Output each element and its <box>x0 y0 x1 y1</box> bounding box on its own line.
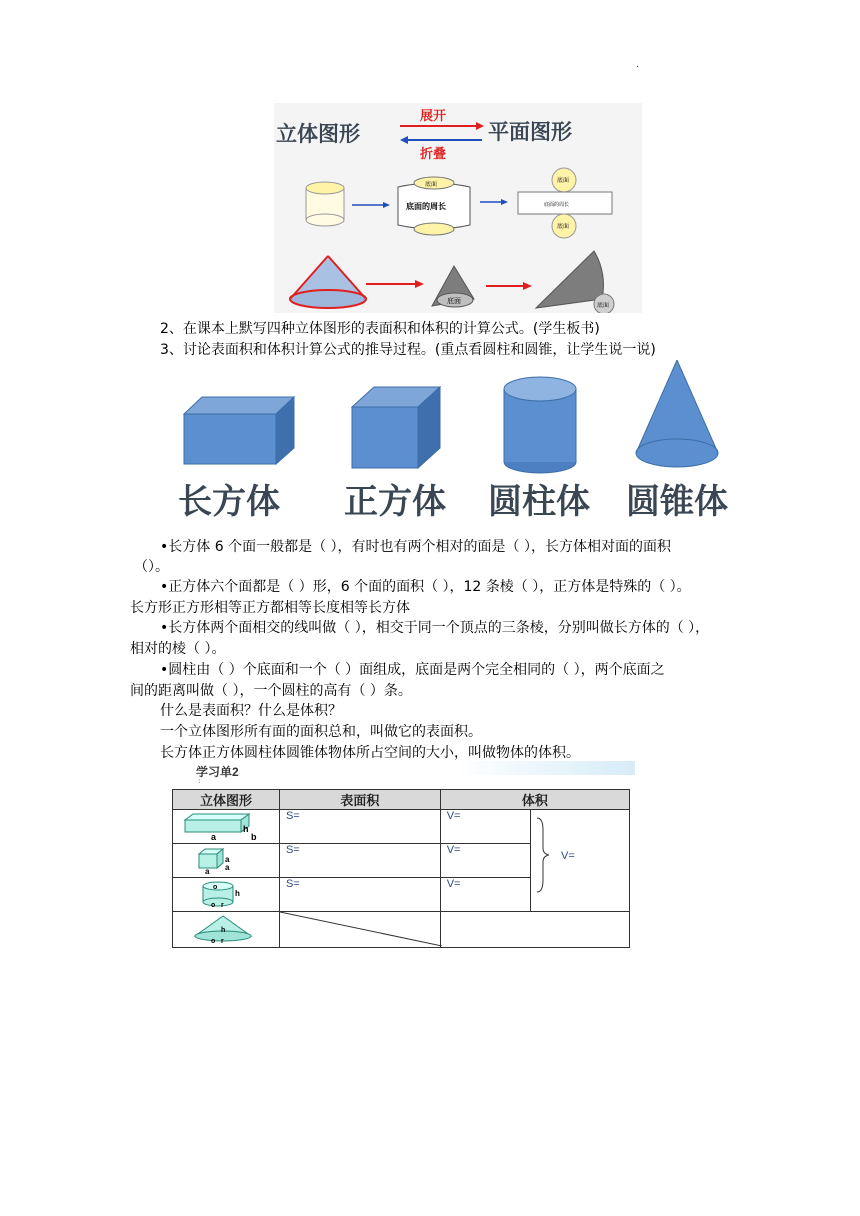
text-line-3: •正方体六个面都是（ ）形，6 个面的面积（ ），12 条棱（ ），正方体是特殊的（ ）。 <box>160 579 691 595</box>
svg-text:a: a <box>225 863 230 872</box>
cyl-side-label: 底面的周长 <box>406 202 446 211</box>
cube-area-cell: S= <box>279 844 440 878</box>
cuboid-label: 长方体 <box>178 482 280 522</box>
net-mid-label: 底面的周长 <box>544 202 570 208</box>
text-line-8: 间的距离叫做（ ），一个圆柱的高有（ ）条。 <box>130 683 412 699</box>
svg-text:o: o <box>211 938 216 944</box>
svg-text:r: r <box>221 902 224 908</box>
cylinder-label: 圆柱体 <box>488 482 590 522</box>
paragraph-2: 2、在课本上默写四种立体图形的表面积和体积的计算公式。(学生板书) <box>160 321 600 337</box>
cylinder-icon <box>306 182 344 226</box>
svg-text:a: a <box>225 855 230 864</box>
net-top-label: 底面 <box>557 177 570 184</box>
text-line-2: （）。 <box>134 559 169 575</box>
svg-text:r: r <box>221 938 224 944</box>
unfold-diagram <box>274 103 642 313</box>
cube-label: 正方体 <box>344 482 446 522</box>
fold-label: 折叠 <box>420 147 447 162</box>
svg-text:a: a <box>211 832 217 840</box>
cone-net-base-label: 底面 <box>597 302 610 309</box>
shapes-figure <box>160 360 745 528</box>
cone-cell <box>173 912 280 948</box>
cylinder-area-cell: S= <box>279 878 440 912</box>
worksheet-table <box>172 789 630 948</box>
solid-figure-label: 立体图形 <box>276 122 360 146</box>
text-line-7: •圆柱由（ ）个底面和一个（ ）面组成，底面是两个完全相同的（ ），两个底面之 <box>160 662 665 678</box>
net-bottom-label: 底面 <box>557 223 570 230</box>
svg-text:h: h <box>235 889 240 898</box>
cone-net-icon <box>536 251 614 313</box>
unfold-arrowhead <box>476 122 484 130</box>
cyl-top-label: 底面 <box>425 181 438 188</box>
cone-volume-cell <box>440 912 629 948</box>
text-line-9: 什么是表面积？什么是体积？ <box>160 703 342 719</box>
text-line-6: 相对的棱（ ）。 <box>130 641 226 657</box>
svg-text:b: b <box>251 832 257 840</box>
cube-shape <box>352 387 440 468</box>
brace-v-label: V= <box>560 850 575 862</box>
worksheet-header-strip <box>190 761 635 775</box>
cone-unrolling-icon <box>432 266 474 307</box>
cuboid-volume-cell: V= <box>440 810 530 844</box>
plane-figure-label: 平面图形 <box>488 120 572 144</box>
text-line-11: 长方体正方体圆柱体圆锥体物体所占空间的大小，叫做物体的体积。 <box>160 745 580 761</box>
unfold-label: 展开 <box>420 109 447 124</box>
cube-cell <box>173 844 280 878</box>
cube-volume-cell: V= <box>440 844 530 878</box>
cuboid-area-cell: S= <box>279 810 440 844</box>
text-line-1: •长方体 6 个面一般都是（ ），有时也有两个相对的面是（ ），长方体相对面的面积 <box>160 539 671 555</box>
col-volume-header: 体积 <box>440 790 629 810</box>
svg-text:o: o <box>213 884 218 891</box>
corner-dot: · <box>636 62 640 73</box>
svg-text:a: a <box>205 867 210 874</box>
text-line-5: •长方体两个面相交的线叫做（ ），相交于同一个顶点的三条棱，分别叫做长方体的（ ）， <box>160 620 710 636</box>
worksheet-mark: : <box>198 777 201 785</box>
cylinder-shape <box>504 377 576 473</box>
cuboid-shape <box>184 397 294 464</box>
text-line-4: 长方形正方形相等正方都相等长度相等长方体 <box>130 600 410 616</box>
svg-text:h: h <box>243 824 249 834</box>
text-line-10: 一个立体图形所有面的面积总和，叫做它的表面积。 <box>160 724 482 740</box>
volume-brace-cell <box>530 810 629 912</box>
cylinder-net-icon <box>518 168 612 238</box>
worksheet-title: 学习单2 <box>196 765 239 779</box>
cone-area-cell <box>279 912 440 948</box>
cylinder-unrolling-icon <box>398 177 470 235</box>
col-area-header: 表面积 <box>279 790 440 810</box>
col-shape-header: 立体图形 <box>173 790 280 810</box>
svg-text:h: h <box>221 927 226 934</box>
cylinder-cell <box>173 878 280 912</box>
cuboid-cell <box>173 810 280 844</box>
svg-text:o: o <box>211 902 216 908</box>
cone-label: 圆锥体 <box>626 482 728 522</box>
cone-icon <box>290 256 366 308</box>
cone-base-label: 底面 <box>447 297 461 305</box>
cylinder-volume-cell: V= <box>440 878 530 912</box>
fold-arrowhead <box>400 136 408 144</box>
paragraph-3: 3、讨论表面积和体积计算公式的推导过程。(重点看圆柱和圆锥，让学生说一说) <box>160 342 656 358</box>
cone-shape <box>636 360 718 467</box>
